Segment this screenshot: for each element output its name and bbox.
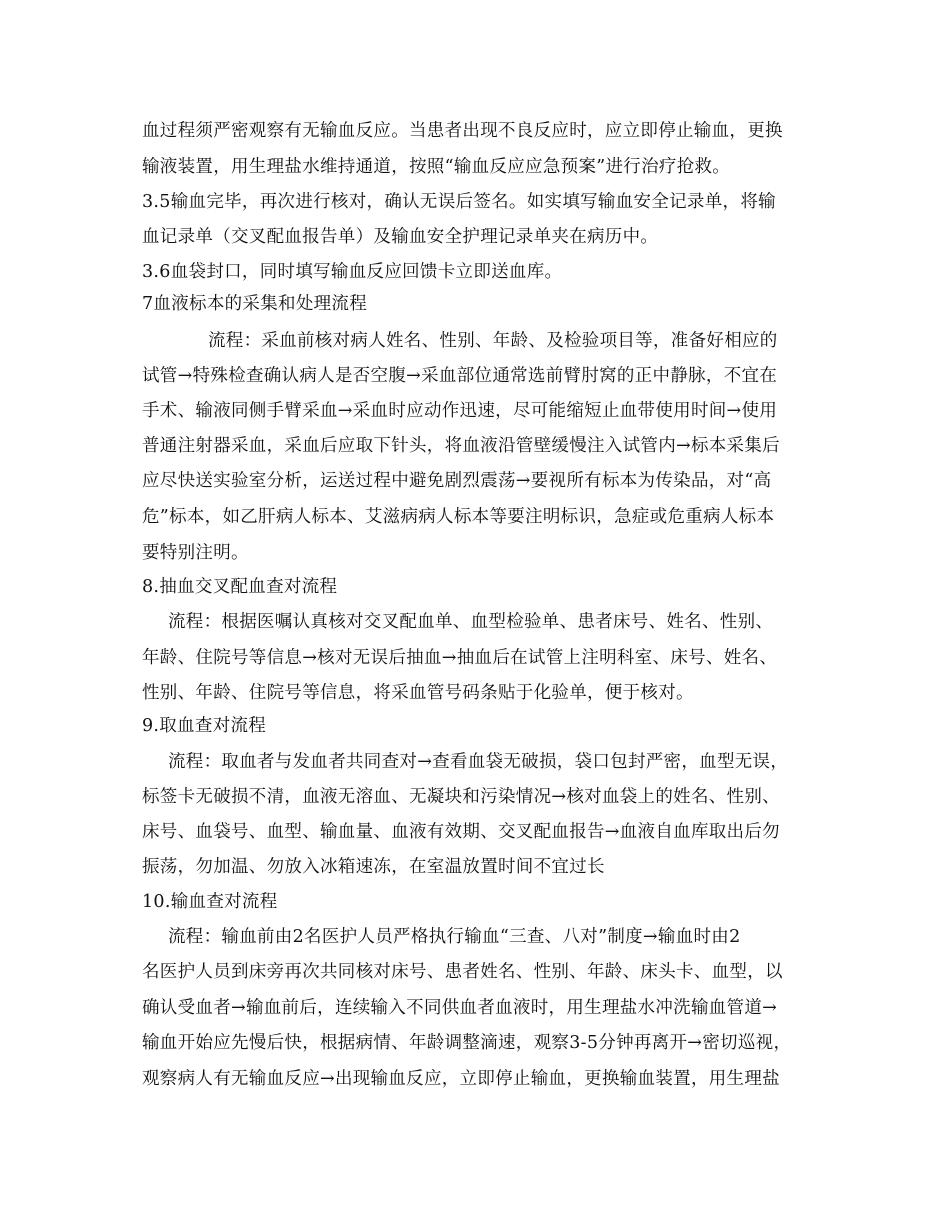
text-line: 输血开始应先慢后快，根据病情、年龄调整滴速，观察3-5分钟再离开→密切巡视， <box>142 1033 792 1053</box>
text-line: 年龄、住院号等信息→核对无误后抽血→抽血后在试管上注明科室、床号、姓名、 <box>142 648 778 668</box>
text-line: 流程：取血者与发血者共同查对→查看血袋无破损，袋口包封严密，血型无误， <box>168 752 789 772</box>
text-line: 普通注射器采血，采血后应取下针头，将血液沿管壁缓慢注入试管内→标本采集后 <box>142 436 780 456</box>
text-line: 危”标本，如乙肝病人标本、艾滋病病人标本等要注明标识，急症或危重病人标本 <box>142 507 775 527</box>
text-line: 流程：根据医嘱认真核对交叉配血单、血型检验单、患者床号、姓名、性别、 <box>168 612 774 632</box>
section-heading-8: 8.抽血交叉配血查对流程 <box>142 577 338 597</box>
text-line: 流程：输血前由2名医护人员严格执行输血“三查、八对”制度→输血时由2 <box>168 927 741 947</box>
text-line: 振荡，勿加温、勿放入冰箱速冻，在室温放置时间不宜过长 <box>142 857 605 877</box>
text-line: 名医护人员到床旁再次共同核对床号、患者姓名、性别、年龄、床头卡、血型，以 <box>142 962 783 982</box>
section-heading-10: 10.输血查对流程 <box>142 892 278 912</box>
text-line: 性别、年龄、住院号等信息，将采血管号码条贴于化验单，便于核对。 <box>142 683 694 703</box>
section-heading-9: 9.取血查对流程 <box>142 716 267 736</box>
section-heading-7: 7血液标本的采集和处理流程 <box>142 294 368 314</box>
text-line: 床号、血袋号、血型、输血量、血液有效期、交叉配血报告→血液自血库取出后勿 <box>142 822 780 842</box>
text-line: 确认受血者→输血前后，连续输入不同供血者血液时，用生理盐水冲洗输血管道→ <box>142 998 778 1018</box>
text-line: 要特别注明。 <box>142 543 249 563</box>
text-line: 血过程须严密观察有无输血反应。当患者出现不良反应时，应立即停止输血，更换 <box>142 121 783 141</box>
text-line: 观察病人有无输血反应→出现输血反应，立即停止输血，更换输血装置，用生理盐 <box>142 1069 780 1089</box>
text-line: 试管→特殊检查确认病人是否空腹→采血部位通常选前臂肘窝的正中静脉，不宜在 <box>142 366 778 386</box>
text-line: 3.6血袋封口，同时填写输血反应回馈卡立即送血库。 <box>142 262 563 282</box>
text-line: 血记录单（交叉配血报告单）及输血安全护理记录单夹在病历中。 <box>142 227 659 247</box>
text-line: 3.5输血完毕，再次进行核对，确认无误后签名。如实填写输血安全记录单，将输 <box>142 192 776 212</box>
text-line: 流程：采血前核对病人姓名、性别、年龄、及检验项目等，准备好相应的 <box>208 331 778 351</box>
text-line: 应尽快送实验室分析，运送过程中避免剧烈震荡→要视所有标本为传染品，对“高 <box>142 471 772 491</box>
text-line: 手术、输液同侧手臂采血→采血时应动作迅速，尽可能缩短止血带使用时间→使用 <box>142 401 778 421</box>
text-line: 输液装置，用生理盐水维持通道，按照“输血反应应急预案”进行治疗抢救。 <box>142 157 731 177</box>
text-line: 标签卡无破损不清，血液无溶血、无凝块和污染情况→核对血袋上的姓名、性别、 <box>142 787 780 807</box>
